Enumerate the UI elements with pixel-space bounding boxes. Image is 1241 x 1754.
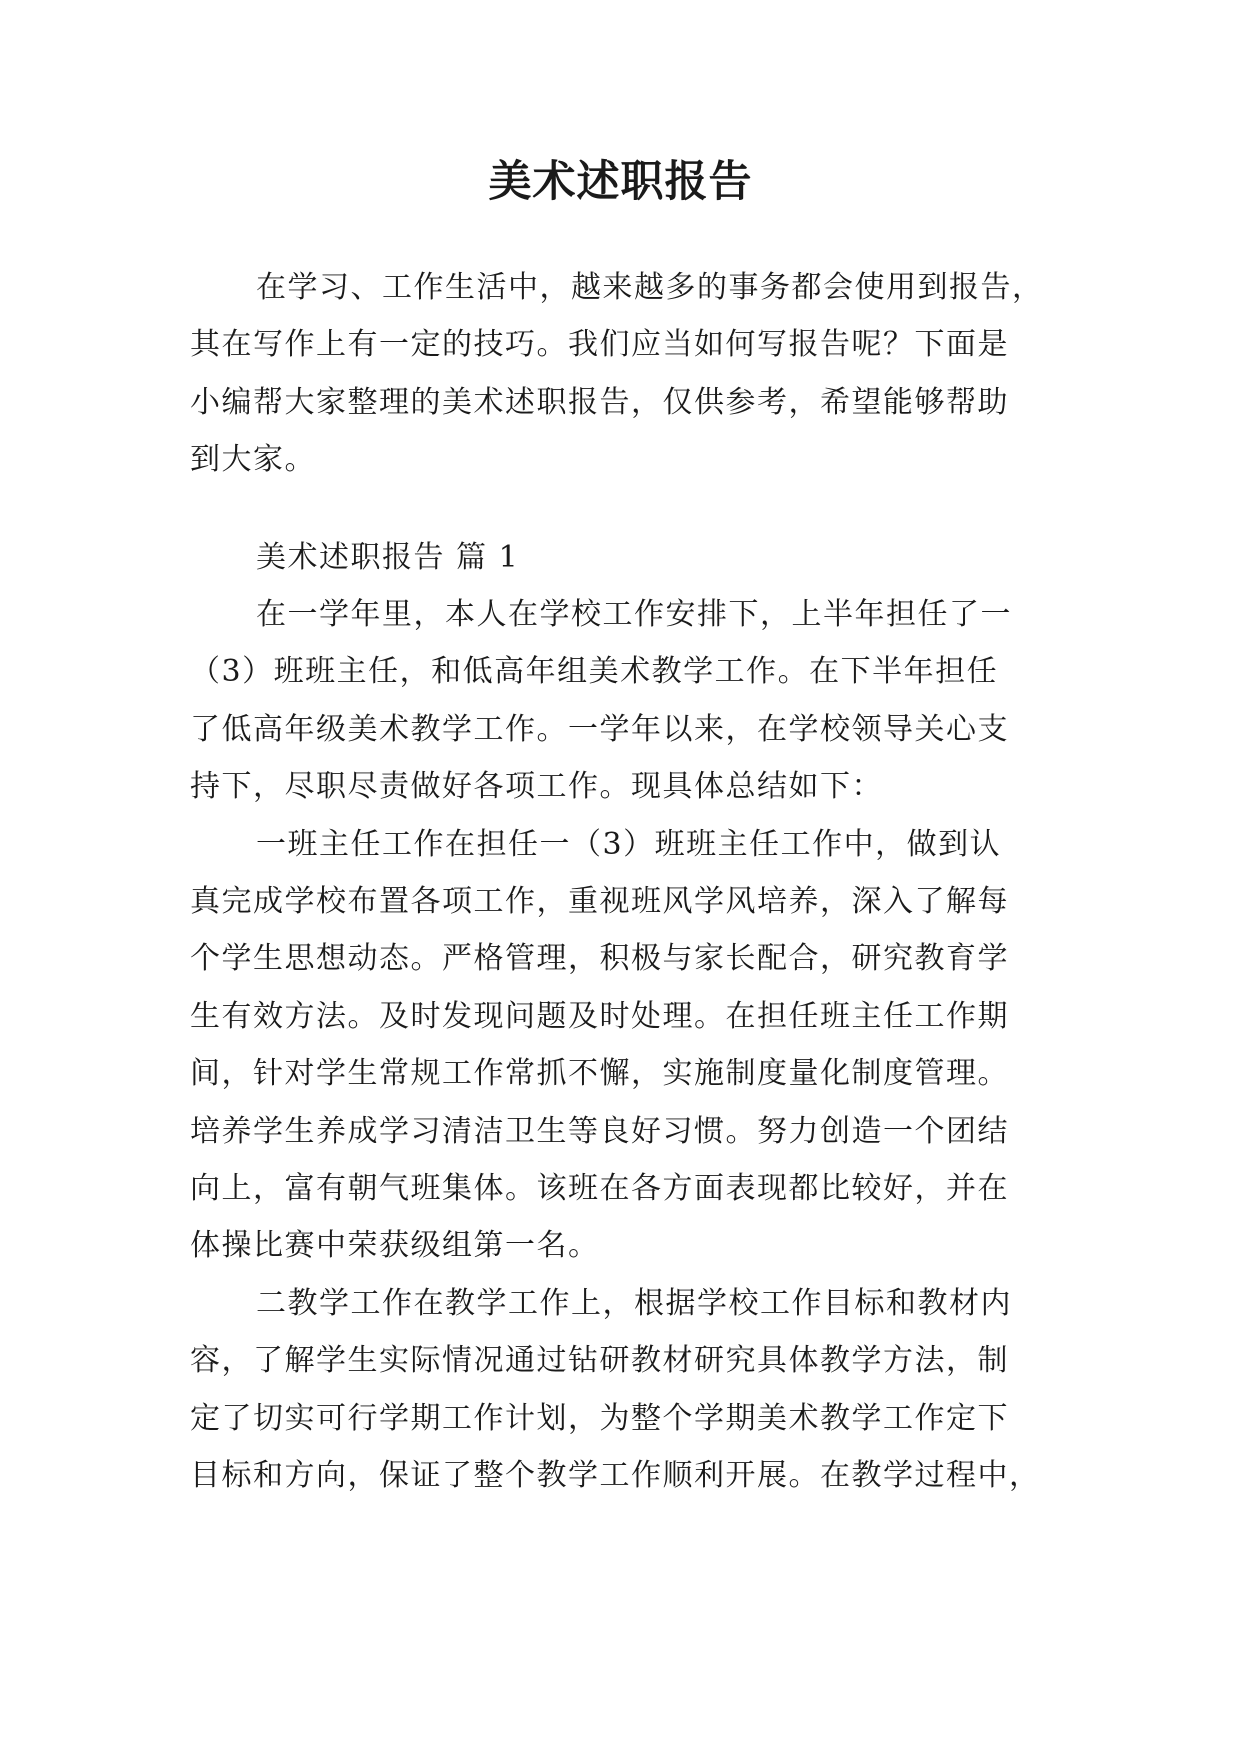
paragraph-line: 真完成学校布置各项工作，重视班风学风培养，深入了解每: [190, 884, 1009, 919]
intro-line: 在学习、工作生活中，越来越多的事务都会使用到报告，: [256, 270, 1044, 305]
paragraph-line: 体操比赛中荣获级组第一名。: [190, 1228, 600, 1263]
paragraph-line: 容，了解学生实际情况通过钻研教材研究具体教学方法，制: [190, 1343, 1009, 1378]
paragraph-line: 生有效方法。及时发现问题及时处理。在担任班主任工作期: [190, 999, 1009, 1034]
paragraph-line: 一班主任工作在担任一（3）班班主任工作中，做到认: [256, 827, 1002, 862]
paragraph-line: 向上，富有朝气班集体。该班在各方面表现都比较好，并在: [190, 1171, 1009, 1206]
paragraph-line: 目标和方向，保证了整个教学工作顺利开展。在教学过程中，: [190, 1458, 1041, 1493]
intro-line: 其在写作上有一定的技巧。我们应当如何写报告呢？下面是: [190, 327, 1009, 362]
paragraph-line: 在一学年里，本人在学校工作安排下，上半年担任了一: [256, 597, 1012, 632]
paragraph-line: 个学生思想动态。严格管理，积极与家长配合，研究教育学: [190, 941, 1009, 976]
paragraph-line: 二教学工作在教学工作上，根据学校工作目标和教材内: [256, 1286, 1012, 1321]
section-heading: 美术述职报告 篇 1: [256, 540, 520, 575]
paragraph-line: 培养学生养成学习清洁卫生等良好习惯。努力创造一个团结: [190, 1114, 1009, 1149]
paragraph-line: 间，针对学生常规工作常抓不懈，实施制度量化制度管理。: [190, 1056, 1009, 1091]
intro-line: 小编帮大家整理的美术述职报告，仅供参考，希望能够帮助: [190, 385, 1009, 420]
document-title: 美术述职报告: [488, 157, 753, 207]
intro-line: 到大家。: [190, 442, 316, 477]
paragraph-line: 定了切实可行学期工作计划，为整个学期美术教学工作定下: [190, 1401, 1009, 1436]
paragraph-line: 了低高年级美术教学工作。一学年以来，在学校领导关心支: [190, 712, 1009, 747]
paragraph-line: 持下，尽职尽责做好各项工作。现具体总结如下：: [190, 769, 883, 804]
paragraph-line: （3）班班主任，和低高年组美术教学工作。在下半年担任: [190, 654, 999, 689]
